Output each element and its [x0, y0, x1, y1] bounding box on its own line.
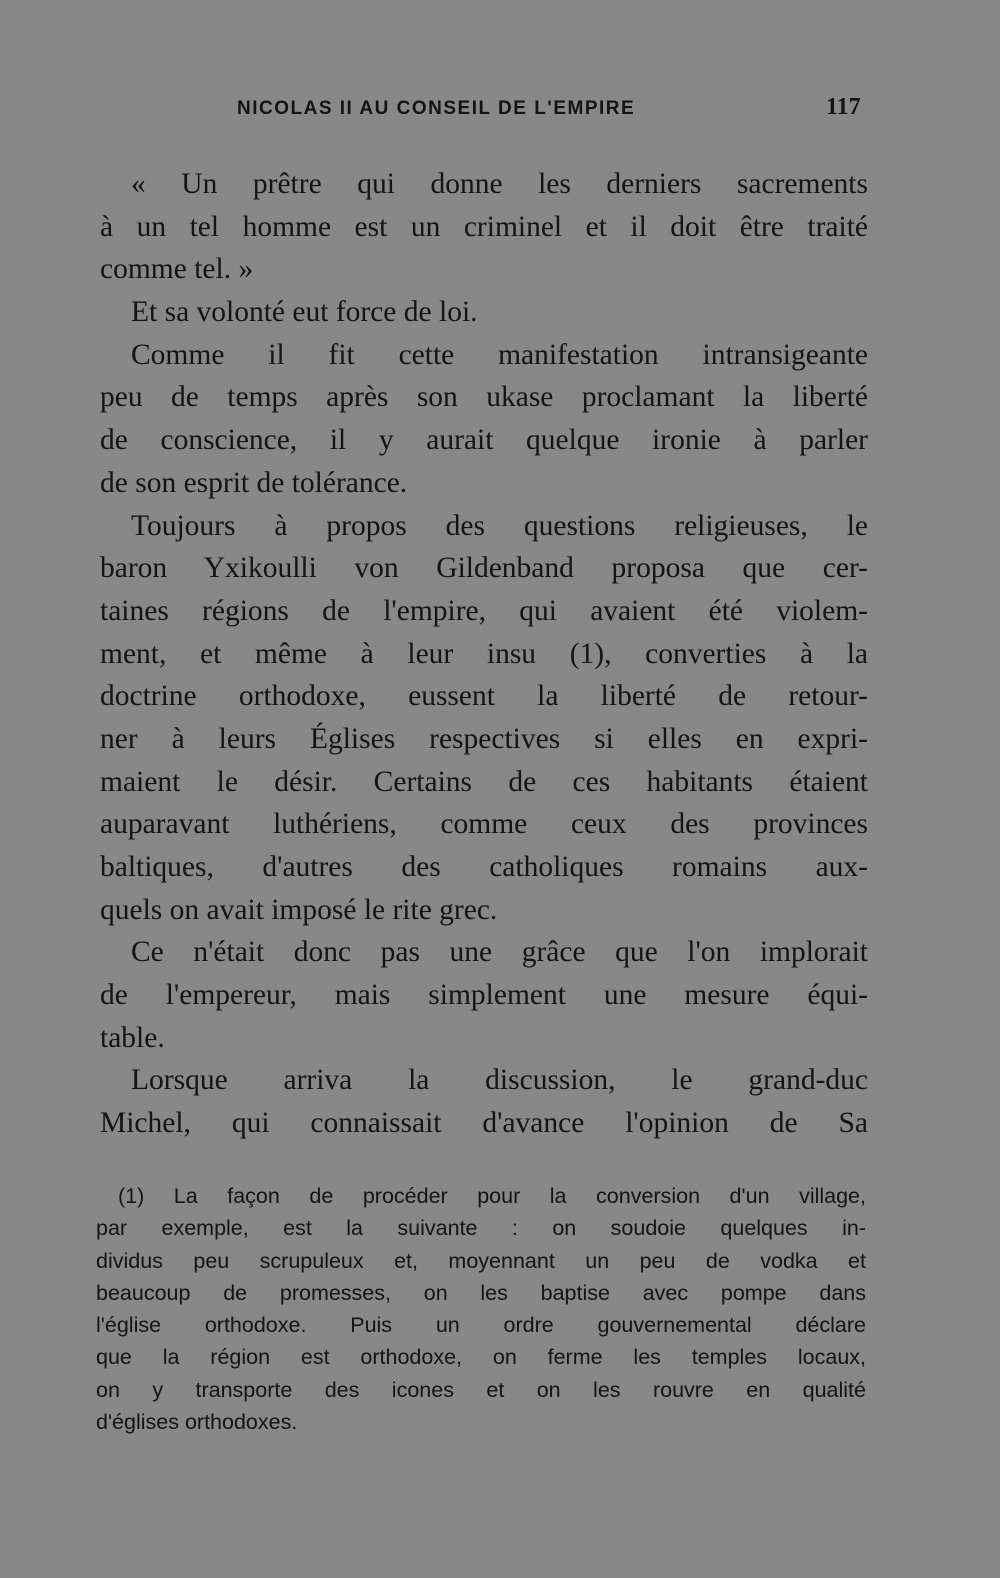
running-title: NICOLAS II AU CONSEIL DE L'EMPIRE: [237, 98, 636, 119]
text-line: comme tel. »: [100, 253, 254, 286]
footnote-line: d'églises orthodoxes.: [96, 1410, 298, 1435]
text-line: « Un prêtre qui donne les derniers sacrements: [131, 168, 868, 200]
text-line: baron Yxikoulli von Gildenband proposa que cer-: [100, 552, 868, 585]
text-line: doctrine orthodoxe, eussent la liberté de retour-: [100, 680, 868, 713]
text-line: auparavant luthériens, comme ceux des provinces: [100, 808, 868, 841]
page-number: 117: [826, 94, 861, 120]
text-line: quels on avait imposé le rite grec.: [100, 893, 498, 926]
text-line: Michel, qui connaissait d'avance l'opinion de Sa: [100, 1107, 868, 1140]
text-line: Lorsque arriva la discussion, le grand-duc: [131, 1064, 868, 1097]
text-line: Et sa volonté eut force de loi.: [131, 296, 478, 329]
text-line: de conscience, il y aurait quelque ironie à parler: [100, 424, 868, 457]
footnote-line: on y transporte des icones et on les rouvre en qualité: [96, 1377, 866, 1402]
text-line: Comme il fit cette manifestation intransigeante: [131, 338, 868, 371]
text-line: Ce n'était donc pas une grâce que l'on implorait: [131, 936, 868, 969]
text-line: table.: [100, 1021, 165, 1054]
running-head: [0, 94, 1000, 128]
text-line: de son esprit de tolérance.: [100, 466, 408, 499]
footnote-line: que la région est orthodoxe, on ferme les temples locaux,: [96, 1345, 866, 1370]
text-line: à un tel homme est un criminel et il doit être traité: [100, 210, 868, 243]
footnote-line: (1) La façon de procéder pour la conversion d'un village,: [118, 1184, 866, 1208]
text-line: ner à leurs Églises respectives si elles en expri-: [100, 722, 868, 755]
text-line: baltiques, d'autres des catholiques romains aux-: [100, 851, 868, 883]
text-line: maient le désir. Certains de ces habitants étaient: [100, 765, 868, 798]
text-line: Toujours à propos des questions religieuses, le: [131, 509, 868, 542]
text-line: ment, et même à leur insu (1), converties à la: [100, 637, 868, 670]
body-text: [100, 163, 868, 1145]
text-line: taines régions de l'empire, qui avaient été violem-: [100, 594, 868, 627]
footnote: [96, 1180, 866, 1438]
footnote-line: beaucoup de promesses, on les baptise avec pompe dans: [96, 1280, 866, 1305]
footnote-line: dividus peu scrupuleux et, moyennant un peu de vodka et: [96, 1248, 866, 1273]
footnote-line: par exemple, est la suivante : on soudoie quelques in-: [96, 1216, 866, 1241]
footnote-line: l'église orthodoxe. Puis un ordre gouvernemental déclare: [96, 1313, 866, 1338]
text-line: de l'empereur, mais simplement une mesure équi-: [100, 979, 868, 1012]
text-line: peu de temps après son ukase proclamant la liberté: [100, 381, 868, 414]
